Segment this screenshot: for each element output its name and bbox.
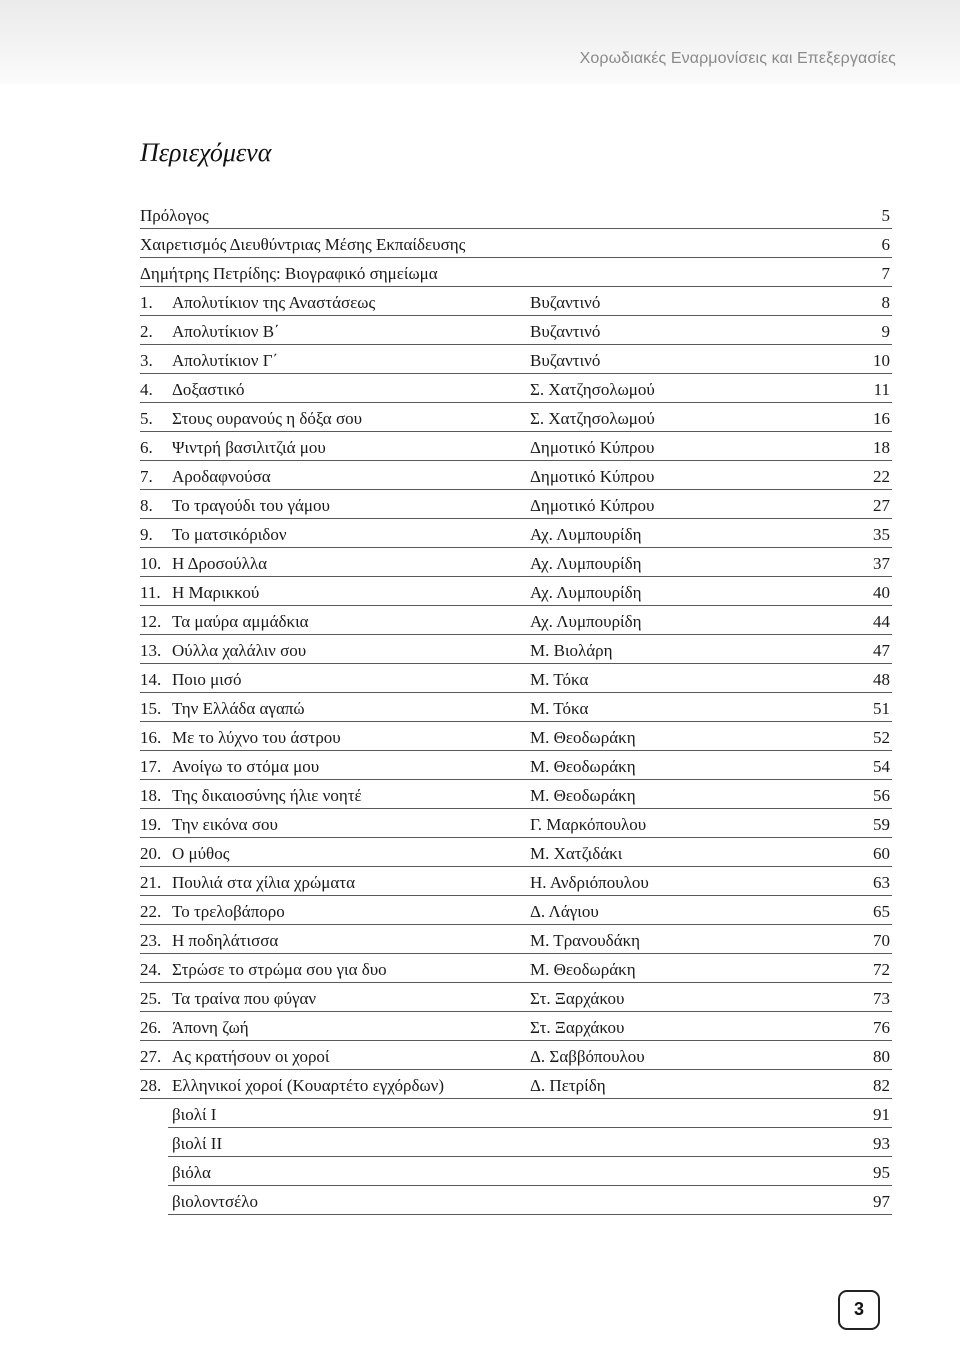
toc-entry-title: Την εικόνα σου [172,815,278,834]
toc-entry-composer: Μ. Θεοδωράκη [530,960,636,979]
toc-entry-composer: Μ. Θεοδωράκη [530,786,636,805]
toc-entry-number: 21. [140,873,162,892]
toc-entry-composer: Αχ. Λυμπουρίδη [530,554,642,573]
toc-entry-page: 8 [881,293,890,312]
toc-entry-number: 10. [140,554,162,573]
toc-entry-composer: Στ. Ξαρχάκου [530,1018,625,1037]
toc-entry-composer: Δημοτικό Κύπρου [530,438,655,457]
toc-row [140,722,892,751]
toc-entry-composer: Μ. Βιολάρη [530,641,613,660]
toc-row [140,432,892,461]
toc-entry-composer: Μ. Χατζιδάκι [530,844,623,863]
toc-entry-composer: Αχ. Λυμπουρίδη [530,612,642,631]
toc-entry-title: Αροδαφνούσα [172,467,271,486]
toc-entry-number: 15. [140,699,162,718]
toc-entry-composer: Αχ. Λυμπουρίδη [530,583,642,602]
toc-row [140,664,892,693]
toc-entry-number: 9. [140,525,153,544]
toc-entry-number: 19. [140,815,162,834]
toc-entry-composer: Γ. Μαρκόπουλου [530,815,647,834]
toc-entry-title: Το τρελοβάπορο [172,902,285,921]
toc-entry-composer: Μ. Τρανουδάκη [530,931,641,950]
toc-row [140,954,892,983]
toc-entry-title: Δοξαστικό [172,380,245,399]
toc-row [140,751,892,780]
toc-part-page: 95 [873,1163,890,1182]
toc-entry-title: Ελληνικοί χοροί (Κουαρτέτο εγχόρδων) [172,1076,445,1095]
toc-intro-row [140,258,892,287]
toc-entry-title: Χαιρετισμός Διευθύντριας Μέσης Εκπαίδευσης [140,235,466,254]
toc-entry-page: 10 [873,351,890,370]
toc-entry-title: Ψιντρή βασιλιτζιά μου [172,438,326,457]
toc-entry-title: Ούλλα χαλάλιν σου [172,641,307,660]
toc-row [140,838,892,867]
toc-row [140,693,892,722]
toc-entry-number: 24. [140,960,162,979]
toc-entry-page: 65 [873,902,890,921]
toc-entry-number: 28. [140,1076,162,1095]
toc-entry-title: Η Δροσούλλα [172,554,267,573]
toc-entry-page: 70 [873,931,890,950]
toc-entry-number: 26. [140,1018,162,1037]
toc-entry-number: 13. [140,641,162,660]
toc-entry-composer: Σ. Χατζησολωμού [530,409,655,428]
toc-entry-number: 11. [140,583,161,602]
toc-entry-page: 9 [881,322,890,341]
toc-entry-page: 22 [873,467,890,486]
page-number-badge: 3 [838,1290,880,1330]
toc-entry-composer: Αχ. Λυμπουρίδη [530,525,642,544]
toc-part-page: 91 [873,1105,890,1124]
toc-row [140,519,892,548]
toc-entry-title: Άπονη ζωή [172,1018,249,1037]
toc-entry-number: 23. [140,931,162,950]
toc-entry-composer: Μ. Τόκα [530,670,589,689]
toc-row [140,548,892,577]
toc-entry-number: 1. [140,293,153,312]
toc-entry-composer: Δ. Πετρίδη [530,1076,606,1095]
toc-row [140,461,892,490]
toc-entry-page: 5 [881,206,890,225]
toc-part-row [168,1099,892,1128]
toc-row [140,867,892,896]
toc-entry-number: 2. [140,322,153,341]
toc-intro-row [140,200,892,229]
toc-entry-number: 5. [140,409,153,428]
toc-entry-title: Ποιο μισό [172,670,242,689]
toc-row [140,896,892,925]
toc-entry-title: Το ματσικόριδον [172,525,287,544]
toc-entry-composer: Δημοτικό Κύπρου [530,467,655,486]
toc-entry-page: 16 [873,409,890,428]
toc-intro-row [140,229,892,258]
toc-row [140,780,892,809]
toc-part-row [168,1186,892,1215]
toc-row [140,287,892,316]
toc-part-row [168,1128,892,1157]
toc-entry-page: 18 [873,438,890,457]
toc-entry-page: 6 [881,235,890,254]
toc-entry-page: 52 [873,728,890,747]
toc-row [140,635,892,664]
toc-entry-title: Τα μαύρα αμμάδκια [172,612,309,631]
toc-title: Περιεχόμενα [140,138,272,167]
toc-entry-page: 54 [873,757,890,776]
toc-entry-number: 27. [140,1047,162,1066]
toc-entry-title: Ας κρατήσουν οι χοροί [172,1047,330,1066]
toc-entry-title: Απολυτίκιον Γ΄ [172,351,279,370]
toc-row [140,403,892,432]
toc-entry-title: Η ποδηλάτισσα [172,931,279,950]
toc-entry-composer: Δ. Λάγιου [530,902,599,921]
toc-part-page: 93 [873,1134,890,1153]
toc-entry-number: 22. [140,902,162,921]
toc-row [140,1070,892,1099]
toc-entry-page: 51 [873,699,890,718]
toc-entry-composer: Βυζαντινό [530,351,601,370]
toc-entry-title: Η Μαρικκού [172,583,260,602]
table-of-contents [140,200,892,1215]
toc-entry-page: 82 [873,1076,890,1095]
toc-entry-title: Απολυτίκιον Β΄ [172,322,280,341]
toc-entry-title: Με το λύχνο του άστρου [172,728,341,747]
toc-entry-title: Πουλιά στα χίλια χρώματα [172,873,355,892]
toc-entry-title: Το τραγούδι του γάμου [172,496,330,515]
toc-entry-number: 6. [140,438,153,457]
toc-entry-number: 7. [140,467,153,486]
toc-entry-page: 48 [873,670,890,689]
toc-part-row [168,1157,892,1186]
toc-row [140,983,892,1012]
toc-entry-page: 35 [873,525,890,544]
toc-row [140,809,892,838]
toc-row [140,345,892,374]
toc-row [140,1041,892,1070]
toc-entry-number: 12. [140,612,162,631]
running-header: Χορωδιακές Εναρμονίσεις και Επεξεργασίες [579,50,896,67]
toc-entry-composer: Δημοτικό Κύπρου [530,496,655,515]
toc-entry-page: 59 [873,815,890,834]
toc-entry-page: 40 [873,583,890,602]
toc-entry-page: 72 [873,960,890,979]
toc-entry-number: 14. [140,670,162,689]
toc-entry-page: 80 [873,1047,890,1066]
toc-entry-composer: Βυζαντινό [530,322,601,341]
toc-entry-page: 7 [881,264,890,283]
toc-entry-page: 27 [873,496,890,515]
header-band [0,0,960,84]
toc-row [140,490,892,519]
toc-entry-composer: Δ. Σαββόπουλου [530,1047,645,1066]
toc-entry-title: Ανοίγω το στόμα μου [172,757,320,776]
toc-entry-page: 63 [873,873,890,892]
toc-entry-title: Στους ουρανούς η δόξα σου [172,409,363,428]
toc-entry-title: Την Ελλάδα αγαπώ [172,699,305,718]
toc-entry-title: Πρόλογος [140,206,209,225]
toc-row [140,316,892,345]
toc-entry-composer: Μ. Τόκα [530,699,589,718]
toc-part-title: βιολοντσέλο [172,1192,259,1211]
toc-entry-number: 18. [140,786,162,805]
toc-entry-page: 37 [873,554,890,573]
toc-part-page: 97 [873,1192,890,1211]
toc-entry-title: Της δικαιοσύνης ήλιε νοητέ [172,786,362,805]
toc-entry-page: 60 [873,844,890,863]
toc-row [140,374,892,403]
toc-entry-page: 73 [873,989,890,1008]
toc-entry-title: Στρώσε το στρώμα σου για δυο [172,960,387,979]
toc-row [140,1012,892,1041]
toc-entry-number: 25. [140,989,162,1008]
toc-entry-number: 4. [140,380,153,399]
toc-entry-page: 56 [873,786,890,805]
toc-entry-number: 16. [140,728,162,747]
toc-entry-title: Τα τραίνα που φύγαν [172,989,317,1008]
toc-row [140,577,892,606]
toc-row [140,606,892,635]
toc-entry-title: Δημήτρης Πετρίδης: Βιογραφικό σημείωμα [140,264,438,283]
toc-entry-composer: Βυζαντινό [530,293,601,312]
toc-row [140,925,892,954]
toc-entry-page: 47 [873,641,890,660]
toc-entry-number: 3. [140,351,153,370]
toc-entry-composer: Μ. Θεοδωράκη [530,728,636,747]
toc-part-title: βιολί Ι [172,1105,217,1124]
toc-entry-number: 20. [140,844,162,863]
toc-entry-page: 76 [873,1018,890,1037]
toc-entry-number: 17. [140,757,162,776]
toc-part-title: βιόλα [172,1163,211,1182]
toc-entry-composer: Μ. Θεοδωράκη [530,757,636,776]
toc-entry-number: 8. [140,496,153,515]
toc-entry-title: Απολυτίκιον της Αναστάσεως [172,293,376,312]
toc-entry-composer: Σ. Χατζησολωμού [530,380,655,399]
toc-entry-composer: Στ. Ξαρχάκου [530,989,625,1008]
toc-entry-page: 44 [873,612,890,631]
toc-part-title: βιολί ΙΙ [172,1134,223,1153]
toc-entry-page: 11 [873,380,890,399]
toc-entry-title: Ο μύθος [172,844,230,863]
toc-entry-composer: Η. Ανδριόπουλου [530,873,649,892]
